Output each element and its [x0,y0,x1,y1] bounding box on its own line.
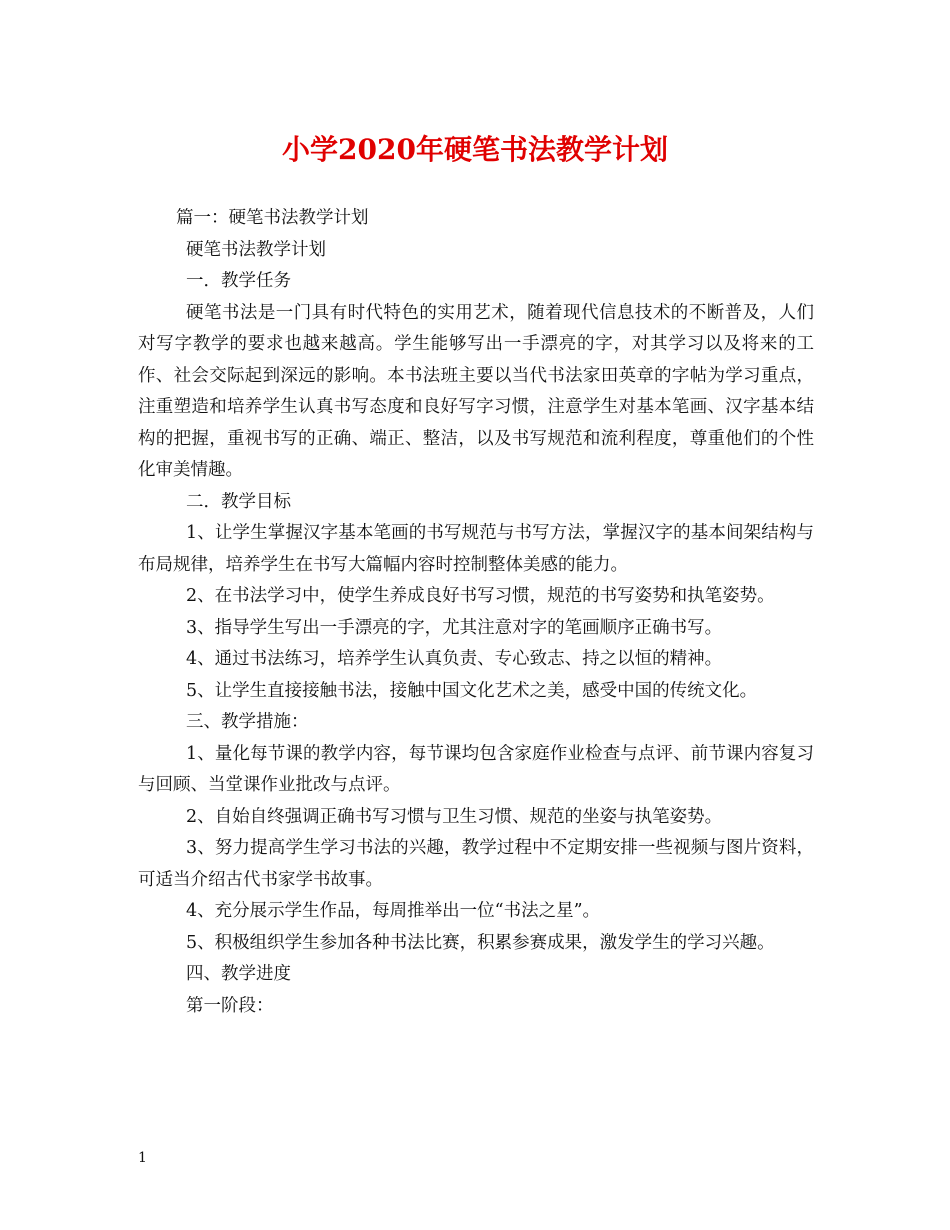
paragraph-goal-1: 1、让学生掌握汉字基本笔画的书写规范与书写方法，掌握汉字的基本间架结构与布局规律，培养学生在书写大篇幅内容时控制整体美感的能力。 [138,523,814,575]
paragraph-measure-4: 4、充分展示学生作品，每周推举出一位“书法之星”。 [186,901,601,921]
paragraph-heading-task: 一．教学任务 [186,271,291,291]
paragraph-phase-one: 第一阶段： [186,995,274,1016]
paragraph-goal-5: 5、让学生直接接触书法，接触中国文化艺术之美，感受中国的传统文化。 [186,680,758,701]
paragraph-heading-measures: 三、教学措施： [186,712,309,732]
paragraph-heading-progress: 四、教学进度 [186,964,291,984]
paragraph-subtitle: 硬笔书法教学计划 [186,239,326,260]
document-title: 小学2020年硬笔书法教学计划 [282,133,668,166]
document-body [138,203,814,1022]
paragraph-measure-1: 1、量化每节课的教学内容，每节课均包含家庭作业检查与点评、前节课内容复习与回顾、当堂课作业批改与点评。 [138,743,814,795]
paragraph-heading-goals: 二．教学目标 [186,491,291,512]
paragraph-goal-4: 4、通过书法练习，培养学生认真负责、专心致志、持之以恒的精神。 [186,649,723,669]
paragraph-goal-3: 3、指导学生写出一手漂亮的字，尤其注意对字的笔画顺序正确书写。 [186,617,723,638]
paragraph-measure-3: 3、努力提高学生学习书法的兴趣，教学过程中不定期安排一些视频与图片资料，可适当介绍古代书家学书故事。 [138,838,814,890]
page-number: 1 [138,1150,147,1166]
paragraph-goal-2: 2、在书法学习中，使学生养成良好书写习惯，规范的书写姿势和执笔姿势。 [186,586,775,606]
paragraph-heading-section-one: 篇一：硬笔书法教学计划 [176,208,369,228]
paragraph-measure-2: 2、自始自终强调正确书写习惯与卫生习惯、规范的坐姿与执笔姿势。 [186,806,723,827]
paragraph-task-body: 硬笔书法是一门具有时代特色的实用艺术，随着现代信息技术的不断普及，人们对写字教学的要求也越来越高。学生能够写出一手漂亮的字，对其学习以及将来的工作、社会交际起到深远的影响。本书法班主要以当代书法家田英章的字帖为学习重点，注重塑造和培养学生认真书写态度和良好写字习惯，注意学生对基本笔画、汉字基本结构的把握，重视书写的正确、端正、整洁，以及书写规范和流利程度，尊重他们的个性化审美情趣。 [138,302,814,480]
paragraph-measure-5: 5、积极组织学生参加各种书法比赛，积累参赛成果，激发学生的学习兴趣。 [186,932,775,953]
